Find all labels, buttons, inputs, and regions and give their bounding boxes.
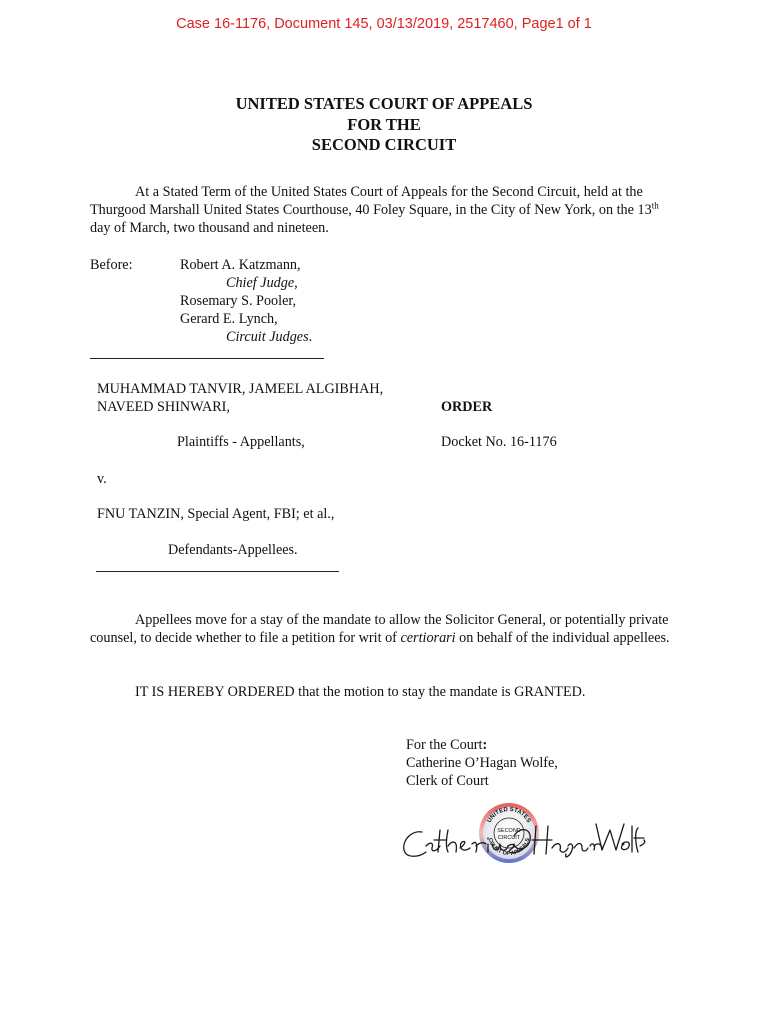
motion-text-end: on behalf of the individual appellees.	[455, 630, 670, 646]
clerk-name: Catherine O’Hagan Wolfe,	[406, 755, 558, 771]
intro-text: At a Stated Term of the United States Court of Appeals for the Second Circuit, held at the Thurgood Marshall United States Courthouse, 40 Foley Square, in the City of New York, on the 13	[90, 184, 652, 218]
docket-number: Docket No. 16-1176	[441, 434, 557, 450]
for-the-court-text: For the Court	[406, 737, 483, 753]
before-label: Before:	[90, 257, 133, 273]
court-title-line3: SECOND CIRCUIT	[311, 135, 457, 154]
plaintiffs-line1: MUHAMMAD TANVIR, JAMEEL ALGIBHAH,	[97, 381, 384, 397]
judges-title-period: .	[308, 329, 313, 345]
seal-text-center-2: CIRCUIT	[497, 835, 521, 841]
order-label: ORDER	[441, 399, 493, 415]
filing-header: Case 16-1176, Document 145, 03/13/2019, 2517460, Page1 of 1	[176, 16, 592, 32]
judges-title-italic: Circuit Judges	[226, 329, 309, 345]
court-title-line2: FOR THE	[347, 114, 421, 134]
motion-italic-term: certiorari	[400, 630, 456, 646]
ordered-paragraph: IT IS HEREBY ORDERED that the motion to stay the mandate is GRANTED.	[135, 684, 586, 700]
plaintiffs-role: Plaintiffs - Appellants,	[177, 434, 305, 450]
defendants-role: Defendants-Appellees.	[168, 542, 298, 558]
judges-title	[226, 328, 312, 346]
seal-text-top: UNITED STATES	[486, 806, 532, 824]
defendants-line: FNU TANZIN, Special Agent, FBI; et al.,	[97, 506, 335, 522]
clerk-signature-icon	[396, 796, 646, 876]
plaintiffs-line2: NAVEED SHINWARI,	[97, 399, 230, 415]
versus-label: v.	[97, 471, 107, 487]
judge3-name: Gerard E. Lynch,	[180, 311, 278, 327]
intro-ordinal-suffix: th	[651, 200, 659, 211]
seal-text-bottom: COURT OF APPEALS	[486, 837, 532, 858]
judge1-title: Chief Judge,	[226, 275, 298, 291]
intro-paragraph	[90, 183, 680, 237]
for-the-court-line	[406, 736, 487, 754]
caption-bottom-rule	[96, 571, 339, 572]
court-title-line1: UNITED STATES COURT OF APPEALS	[235, 94, 533, 113]
motion-paragraph	[90, 611, 680, 647]
caption-top-rule	[90, 358, 324, 359]
court-title	[0, 94, 768, 156]
judge2-name: Rosemary S. Pooler,	[180, 293, 297, 309]
intro-text-end: day of March, two thousand and nineteen.	[90, 220, 329, 236]
seal-text-center-1: SECOND	[497, 828, 521, 834]
signature-and-seal	[396, 796, 646, 876]
motion-text: Appellees move for a stay of the mandate to allow the Solicitor General, or potentially private counsel, to decide whether to file a petition for writ of	[90, 612, 669, 646]
clerk-title: Clerk of Court	[406, 773, 489, 789]
for-the-court-colon: :	[482, 737, 488, 753]
judge1-name: Robert A. Katzmann,	[180, 257, 301, 273]
